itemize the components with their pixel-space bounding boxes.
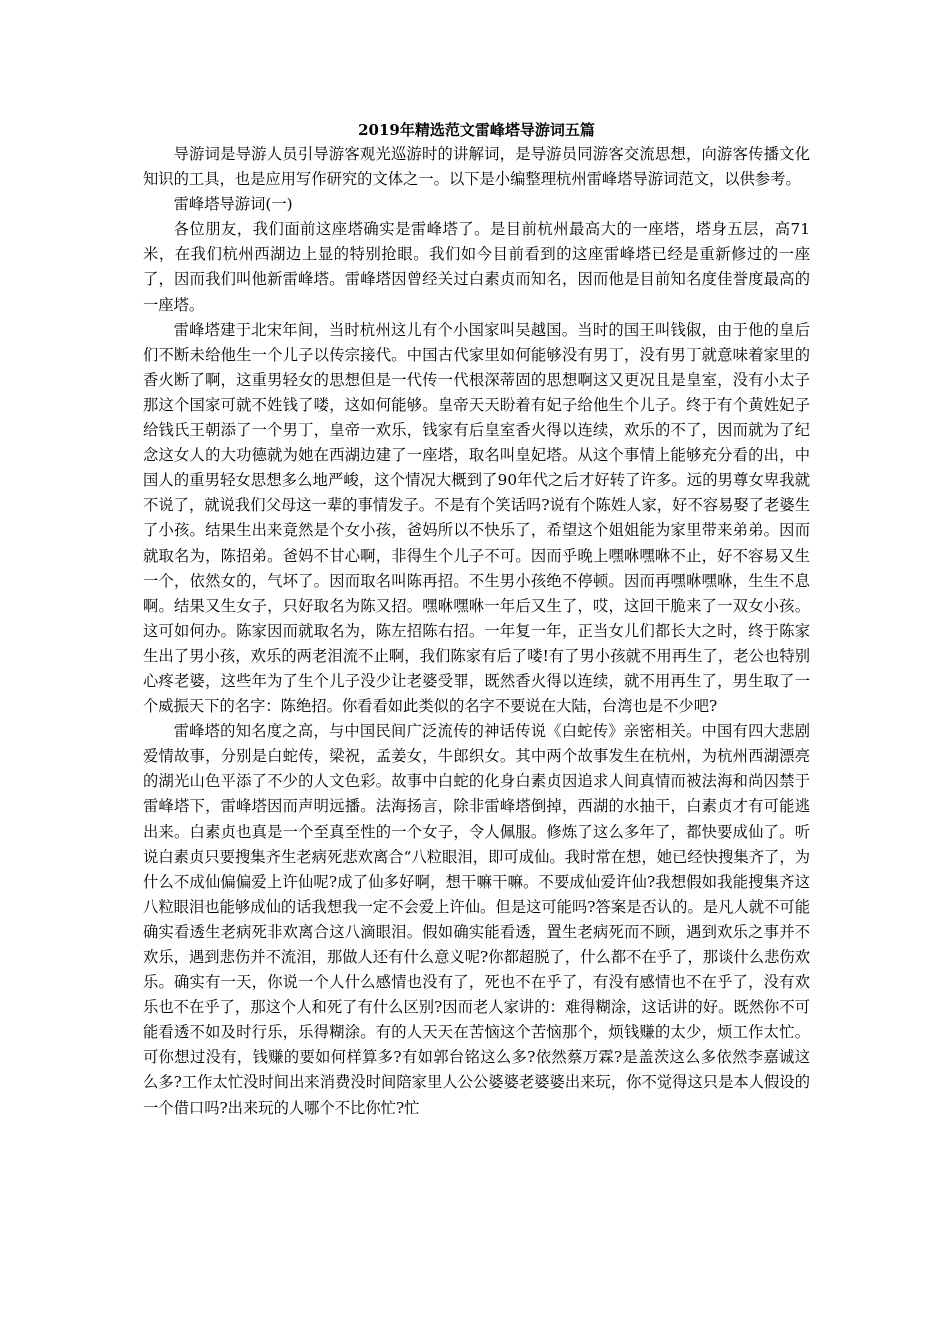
document-title: 2019年精选范文雷峰塔导游词五篇 [358,121,595,139]
document-page [143,118,810,1121]
body-paragraph-3: 雷峰塔的知名度之高，与中国民间广泛流传的神话传说《白蛇传》亲密相关。中国有四大悲剧爱情故事，分别是白蛇传，梁祝，孟姜女，牛郎织女。其中两个故事发生在杭州，为杭州西湖漂亮的湖光山色平添了不少的人文色彩。故事中白蛇的化身白素贞因追求人间真情而被法海和尚囚禁于雷峰塔下，雷峰塔因而声明远播。法海扬言，除非雷峰塔倒掉，西湖的水抽干，白素贞才有可能逃出来。白素贞也真是一个至真至性的一个女子，令人佩服。修炼了这么多年了，都快要成仙了。听说白素贞只要搜集齐生老病死悲欢离合“八粒眼泪，即可成仙。我时常在想，她已经快搜集齐了，为什么不成仙偏偏爱上许仙呢?成了仙多好啊，想干嘛干嘛。不要成仙爱许仙?我想假如我能搜集齐这八粒眼泪也能够成仙的话我想我一定不会爱上许仙。但是这可能吗?答案是否认的。是凡人就不可能确实看透生老病死非欢离合这八滴眼泪。假如确实能看透，置生老病死而不顾，遇到欢乐之事并不欢乐，遇到悲伤并不流泪，那做人还有什么意义呢?你都超脱了，什么都不在乎了，那谈什么悲伤欢乐。确实有一天，你说一个人什么感情也没有了，死也不在乎了，有没有感情也不在乎了，没有欢乐也不在乎了，那这个人和死了有什么区别?因而老人家讲的：难得糊涂，这话讲的好。既然你不可能看透不如及时行乐，乐得糊涂。有的人天天在苦恼这个苦恼那个，烦钱赚的太少，烦工作太忙。可你想过没有，钱赚的要如何样算多?有如郭台铭这么多?依然蔡万霖?是盖茨这么多依然李嘉诚这么多?工作太忙没时间出来消费没时间陪家里人公公婆婆老婆婆出来玩，你不觉得这只是本人假设的一个借口吗?出来玩的人哪个不比你忙?忙 [143,722,810,1117]
body-paragraph-1: 各位朋友，我们面前这座塔确实是雷峰塔了。是目前杭州最高大的一座塔，塔身五层，高71米，在我们杭州西湖边上显的特别抢眼。我们如今目前看到的这座雷峰塔已经是重新修过的一座了，因而我们叫他新雷峰塔。雷峰塔因曾经关过白素贞而知名，因而他是目前知名度佳誉度最高的一座塔。 [143,220,810,314]
body-paragraph-2: 雷峰塔建于北宋年间，当时杭州这儿有个小国家叫吴越国。当时的国王叫钱俶，由于他的皇后们不断未给他生一个儿子以传宗接代。中国古代家里如何能够没有男丁，没有男丁就意味着家里的香火断了啊，这重男轻女的思想但是一代传一代根深蒂固的思想啊这又更况且是皇室，没有小太子那这个国家可就不姓钱了喽，这如何能够。皇帝天天盼着有妃子给他生个儿子。终于有个黄姓妃子给钱氏王朝添了一个男丁，皇帝一欢乐，钱家有后皇室香火得以连续，欢乐的不了，因而就为了纪念这女人的大功德就为她在西湖边建了一座塔，取名叫皇妃塔。从这个事情上能够充分看的出，中国人的重男轻女思想多么地严峻，这个情况大概到了90年代之后才好转了许多。远的男尊女卑我就不说了，就说我们父母这一辈的事情发子。不是有个笑话吗?说有个陈姓人家，好不容易娶了老婆生了小孩。结果生出来竟然是个女小孩，爸妈所以不快乐了，希望这个姐姐能为家里带来弟弟。因而就取名为，陈招弟。爸妈不甘心啊，非得生个儿子不可。因而乎晚上嘿咻嘿咻不止，好不容易又生一个，依然女的，气坏了。因而取名叫陈再招。不生男小孩绝不停顿。因而再嘿咻嘿咻，生生不息啊。结果又生女子，只好取名为陈又招。嘿咻嘿咻一年后又生了，哎，这回干脆来了一双女小孩。这可如何办。陈家因而就取名为，陈左招陈右招。一年复一年，正当女儿们都长大之时，终于陈家生出了男小孩，欢乐的两老泪流不止啊，我们陈家有后了喽!有了男小孩就不用再生了，老公也特别心疼老婆，这些年为了生个儿子没少让老婆受罪，既然香火得以连续，就不用再生了，男生取了一个威振天下的名字：陈绝招。你看看如此类似的名字不要说在大陆，台湾也是不少吧? [143,320,810,716]
section-heading: 雷峰塔导游词(一) [173,195,293,214]
intro-paragraph: 导游词是导游人员引导游客观光巡游时的讲解词，是导游员同游客交流思想，向游客传播文化知识的工具，也是应用写作研究的文体之一。以下是小编整理杭州雷峰塔导游词范文，以供参考。 [143,145,810,189]
